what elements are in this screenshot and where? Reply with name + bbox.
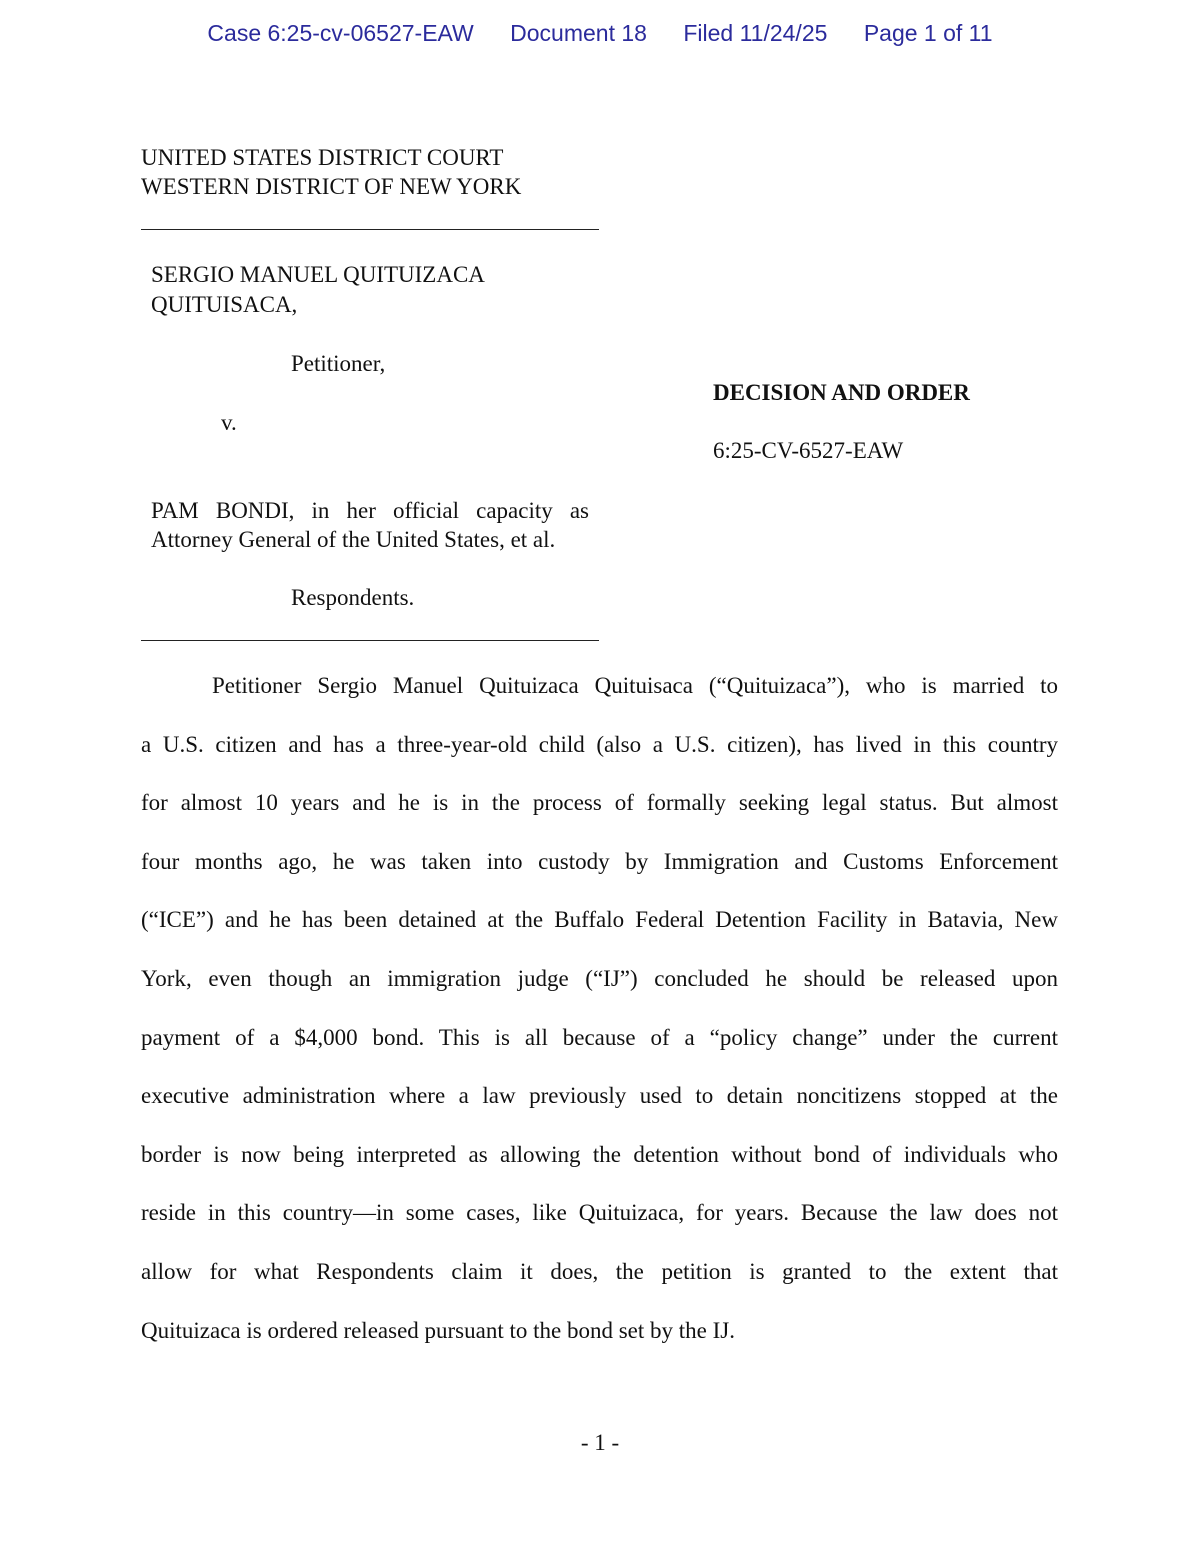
paragraph-line: allow for what Respondents claim it does, the petition is granted to the extent that [141, 1258, 1058, 1284]
paragraph-line: for almost 10 years and he is in the process of formally seeking legal status. But almost [141, 790, 1058, 816]
petitioner-name-cont: QUITUISACA, [151, 292, 298, 317]
document-number: Document 18 [510, 20, 647, 46]
paragraph-line: payment of a $4,000 bond. This is all because of a “policy change” under the current [141, 1024, 1058, 1050]
paragraph-line: border is now being interpreted as allowing the detention without bond of individuals who [141, 1141, 1058, 1167]
respondent-name: PAM BONDI, in her official capacity as [151, 498, 589, 523]
paragraph-line: executive administration where a law previously used to detain noncitizens stopped at the [141, 1083, 1058, 1109]
paragraph-line: (“ICE”) and he has been detained at the Buffalo Federal Detention Facility in Batavia, New [141, 907, 1058, 933]
versus: v. [221, 410, 237, 435]
page-indicator: Page 1 of 11 [863, 20, 993, 46]
caption-divider-bottom [141, 640, 599, 641]
paragraph-line: Quituizaca is ordered released pursuant to the bond set by the IJ. [141, 1317, 735, 1343]
paragraph-line: a U.S. citizen and has a three-year-old child (also a U.S. citizen), has lived in this country [141, 731, 1058, 757]
petitioner-label: Petitioner, [291, 351, 386, 376]
page-number: - 1 - [580, 1430, 620, 1455]
petitioner-name: SERGIO MANUEL QUITUIZACA [151, 262, 485, 287]
paragraph-line: four months ago, he was taken into custody by Immigration and Customs Enforcement [141, 848, 1058, 874]
filed-date: Filed 11/24/25 [683, 20, 828, 46]
paragraph-line: Petitioner Sergio Manuel Quituizaca Quituisaca (“Quituizaca”), who is married to [212, 673, 1058, 698]
case-number-header: Case 6:25-cv-06527-EAW [207, 20, 474, 46]
court-district: WESTERN DISTRICT OF NEW YORK [141, 174, 522, 199]
case-number: 6:25-CV-6527-EAW [713, 438, 904, 463]
paragraph-line: York, even though an immigration judge (“IJ”) concluded he should be released upon [141, 965, 1058, 991]
paragraph-line: reside in this country—in some cases, like Quituizaca, for years. Because the law does not [141, 1200, 1058, 1226]
respondent-label: Respondents. [291, 585, 415, 610]
caption-divider-top [141, 229, 599, 230]
ecf-header [0, 20, 1200, 47]
opening-paragraph [141, 670, 1058, 1373]
document-title: DECISION AND ORDER [713, 380, 970, 405]
respondent-name-cont: Attorney General of the United States, et al. [151, 527, 556, 552]
court-name: UNITED STATES DISTRICT COURT [141, 145, 504, 170]
